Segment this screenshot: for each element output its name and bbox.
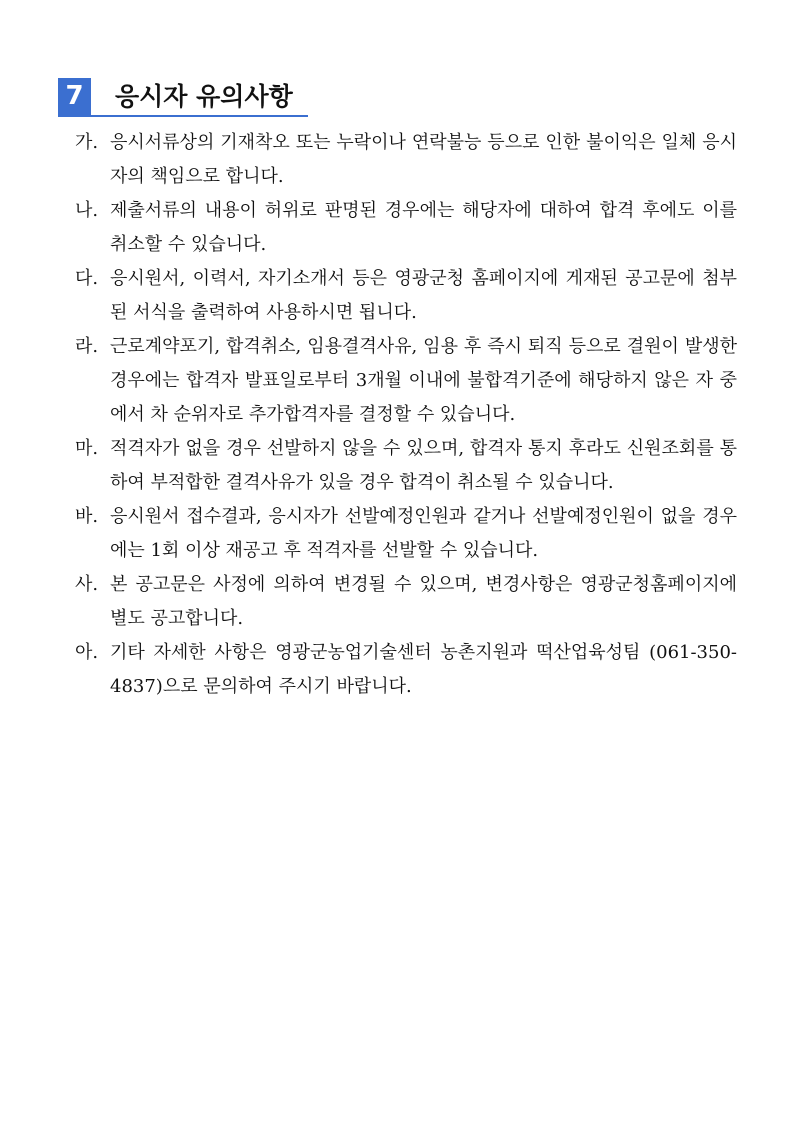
notice-marker: 마. (75, 438, 99, 459)
notice-text: 적격자가 없을 경우 선발하지 않을 수 있으며, 합격자 통지 후라도 신원조회를 통하여 부적합한 결격사유가 있을 경우 합격이 취소될 수 있습니다. (110, 438, 737, 493)
notice-text: 응시서류상의 기재착오 또는 누락이나 연락불능 등으로 인한 불이익은 일체 응시자의 책임으로 합니다. (110, 132, 737, 187)
notice-text: 근로계약포기, 합격취소, 임용결격사유, 임용 후 즉시 퇴직 등으로 결원이 발생한 경우에는 합격자 발표일로부터 3개월 이내에 불합격기준에 해당하지 않은 자 중에서 차 순위자로 추가합격자를 결정할 수 있습니다. (110, 336, 737, 425)
notice-marker: 아. (75, 642, 99, 663)
notice-marker: 라. (75, 336, 99, 357)
notice-marker: 가. (75, 132, 99, 153)
notice-item (75, 262, 737, 330)
notice-item (75, 194, 737, 262)
notice-marker: 다. (75, 268, 99, 289)
section-title: 응시자 유의사항 (115, 82, 293, 111)
section-title-underline (58, 115, 308, 117)
notice-list (75, 126, 737, 704)
notice-item (75, 330, 737, 432)
notice-item (75, 500, 737, 568)
notice-item (75, 568, 737, 636)
notice-text: 응시원서, 이력서, 자기소개서 등은 영광군청 홈페이지에 게재된 공고문에 첨부된 서식을 출력하여 사용하시면 됩니다. (110, 268, 737, 323)
notice-marker: 사. (75, 574, 99, 595)
notice-text: 본 공고문은 사정에 의하여 변경될 수 있으며, 변경사항은 영광군청홈페이지에 별도 공고합니다. (110, 574, 737, 629)
notice-text: 기타 자세한 사항은 영광군농업기술센터 농촌지원과 떡산업육성팀 (061-350-4837)으로 문의하여 주시기 바랍니다. (110, 642, 737, 697)
section-header (58, 78, 308, 117)
notice-marker: 바. (75, 506, 99, 527)
notice-text: 제출서류의 내용이 허위로 판명된 경우에는 해당자에 대하여 합격 후에도 이를 취소할 수 있습니다. (110, 200, 737, 255)
notice-text: 응시원서 접수결과, 응시자가 선발예정인원과 같거나 선발예정인원이 없을 경우에는 1회 이상 재공고 후 적격자를 선발할 수 있습니다. (110, 506, 737, 561)
section-number-badge: 7 (58, 78, 91, 115)
notice-item (75, 636, 737, 704)
notice-marker: 나. (75, 200, 99, 221)
notice-item (75, 126, 737, 194)
notice-item (75, 432, 737, 500)
